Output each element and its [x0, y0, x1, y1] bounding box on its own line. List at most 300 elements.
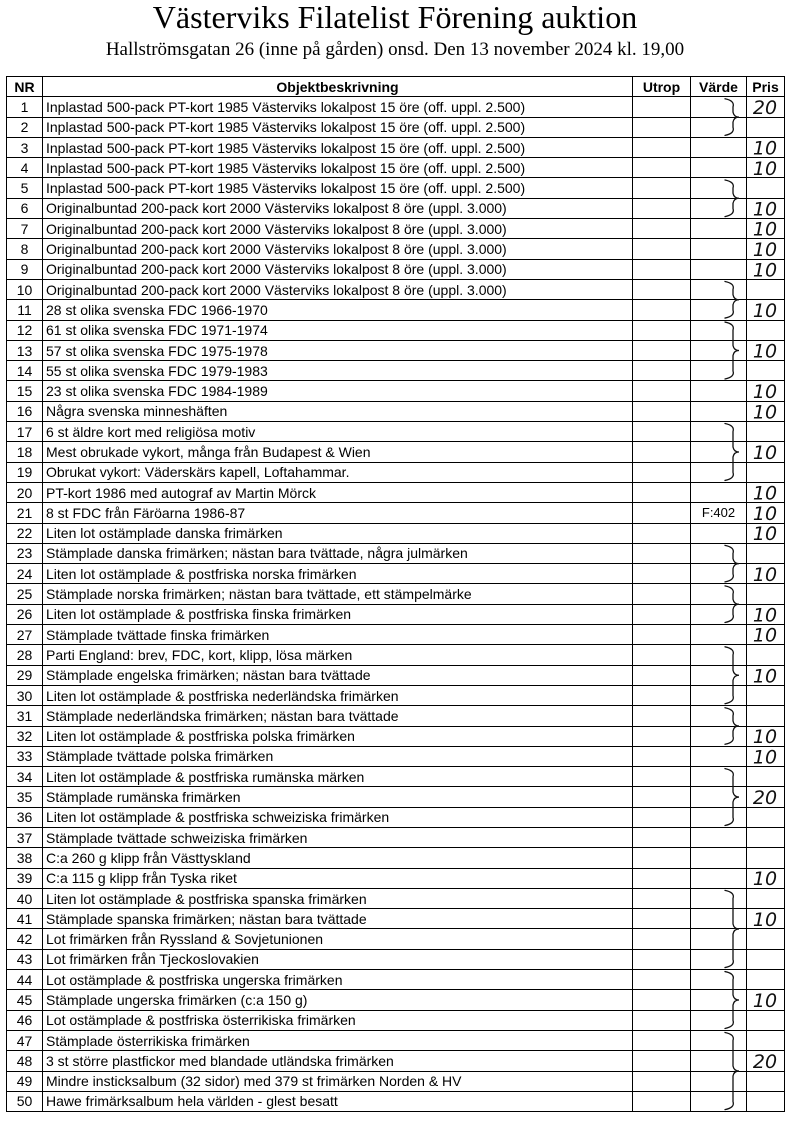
lot-utrop [633, 117, 691, 137]
lot-number: 16 [7, 401, 43, 421]
lot-number: 42 [7, 929, 43, 949]
lot-pris [747, 685, 785, 705]
lot-pris [747, 584, 785, 604]
lot-varde [691, 787, 747, 807]
lot-pris [747, 381, 785, 404]
lot-number: 8 [7, 239, 43, 259]
lot-number: 49 [7, 1071, 43, 1091]
table-row [7, 422, 785, 442]
lot-pris [747, 604, 785, 627]
lot-pris [747, 970, 785, 990]
lot-utrop [633, 279, 691, 299]
lot-table-body [7, 97, 785, 1112]
lot-description: PT-kort 1986 med autograf av Martin Mörck [43, 482, 633, 502]
lot-varde [691, 665, 747, 685]
lot-varde [691, 848, 747, 868]
lot-varde [691, 401, 747, 421]
lot-varde [691, 178, 747, 198]
lot-number: 47 [7, 1030, 43, 1050]
lot-number: 17 [7, 422, 43, 442]
lot-number: 36 [7, 807, 43, 827]
table-row [7, 827, 785, 847]
lot-pris [747, 1030, 785, 1050]
lot-description: Liten lot ostämplade & postfriska finska frimärken [43, 604, 633, 624]
handwritten-price: 10 [752, 624, 778, 647]
lot-number: 1 [7, 97, 43, 117]
lot-description: 57 st olika svenska FDC 1975-1978 [43, 340, 633, 360]
lot-number: 10 [7, 279, 43, 299]
lot-number: 3 [7, 137, 43, 157]
lot-pris [747, 767, 785, 787]
lot-utrop [633, 909, 691, 929]
table-row [7, 1051, 785, 1071]
auction-subtitle: Hallströmsgatan 26 (inne på gården) onsd. Den 13 november 2024 kl. 19,00 [105, 39, 685, 60]
table-row [7, 1030, 785, 1050]
lot-varde [691, 1091, 747, 1111]
handwritten-price: 10 [752, 665, 778, 688]
lot-number: 43 [7, 949, 43, 969]
lot-varde [691, 117, 747, 137]
lot-pris [747, 665, 785, 688]
lot-pris [747, 888, 785, 908]
handwritten-price: 10 [752, 868, 778, 891]
lot-utrop [633, 523, 691, 543]
lot-pris [747, 442, 785, 462]
lot-utrop [633, 807, 691, 827]
lot-utrop [633, 685, 691, 705]
lot-pris [747, 219, 785, 239]
table-row [7, 564, 785, 584]
lot-number: 30 [7, 685, 43, 705]
column-header-utrop: Utrop [633, 77, 691, 97]
lot-varde [691, 767, 747, 787]
lot-varde [691, 158, 747, 178]
lot-utrop [633, 970, 691, 990]
lot-varde [691, 239, 747, 259]
lot-description: Stämplade norska frimärken; nästan bara tvättade, ett stämpelmärke [43, 584, 633, 604]
handwritten-price: 10 [752, 523, 778, 546]
lot-description: Parti England: brev, FDC, kort, klipp, lösa märken [43, 645, 633, 665]
lot-varde [691, 584, 747, 604]
lot-utrop [633, 787, 691, 807]
lot-varde [691, 990, 747, 1010]
handwritten-price: 10 [752, 441, 778, 464]
table-row [7, 970, 785, 990]
table-row [7, 1091, 785, 1111]
lot-pris [747, 279, 785, 299]
lot-description: Stämplade tvättade finska frimärken [43, 625, 633, 645]
lot-number: 14 [7, 361, 43, 381]
table-row [7, 685, 785, 705]
lot-description: Liten lot ostämplade & postfriska polska frimärken [43, 726, 633, 746]
lot-description: 6 st äldre kort med religiösa motiv [43, 422, 633, 442]
lot-pris [747, 787, 785, 810]
lot-varde [691, 422, 747, 442]
lot-number: 50 [7, 1091, 43, 1111]
column-header-nr: NR [7, 77, 43, 97]
handwritten-price: 10 [752, 746, 778, 769]
lot-description: Lot frimärken från Ryssland & Sovjetunionen [43, 929, 633, 949]
handwritten-price: 10 [752, 381, 778, 404]
table-row [7, 320, 785, 340]
lot-pris [747, 1091, 785, 1111]
lot-varde [691, 340, 747, 360]
handwritten-price: 10 [752, 908, 778, 931]
table-row [7, 787, 785, 807]
lot-number: 11 [7, 300, 43, 320]
lot-description: Liten lot ostämplade & postfriska spanska frimärken [43, 888, 633, 908]
lot-description: Lot ostämplade & postfriska ungerska frimärken [43, 970, 633, 990]
lot-utrop [633, 584, 691, 604]
handwritten-price: 20 [752, 787, 778, 810]
lot-varde [691, 929, 747, 949]
lot-utrop [633, 746, 691, 766]
lot-utrop [633, 503, 691, 523]
handwritten-price: 10 [752, 137, 778, 160]
table-row [7, 523, 785, 543]
lot-number: 6 [7, 198, 43, 218]
lot-utrop [633, 219, 691, 239]
lot-pris [747, 848, 785, 868]
handwritten-price: 10 [752, 990, 778, 1013]
lot-number: 20 [7, 482, 43, 502]
lot-utrop [633, 949, 691, 969]
lot-utrop [633, 482, 691, 502]
table-row [7, 726, 785, 746]
lot-varde [691, 279, 747, 299]
table-row [7, 178, 785, 198]
lot-utrop [633, 158, 691, 178]
lot-number: 18 [7, 442, 43, 462]
lot-description: Stämplade tvättade polska frimärken [43, 746, 633, 766]
lot-description: Obrukat vykort: Väderskärs kapell, Loftahammar. [43, 462, 633, 482]
lot-description: Originalbuntad 200-pack kort 2000 Västerviks lokalpost 8 öre (uppl. 3.000) [43, 219, 633, 239]
lot-varde [691, 706, 747, 726]
table-row [7, 482, 785, 502]
table-header-row [7, 77, 785, 97]
lot-utrop [633, 462, 691, 482]
lot-table [6, 76, 785, 1112]
lot-utrop [633, 320, 691, 340]
handwritten-price: 10 [752, 340, 778, 363]
handwritten-price: 20 [752, 1050, 778, 1073]
lot-varde [691, 543, 747, 563]
lot-utrop [633, 543, 691, 563]
lot-description: Inplastad 500-pack PT-kort 1985 Västerviks lokalpost 15 öre (off. uppl. 2.500) [43, 97, 633, 117]
lot-pris [747, 523, 785, 546]
lot-utrop [633, 1030, 691, 1050]
lot-description: Stämplade rumänska frimärken [43, 787, 633, 807]
lot-description: 28 st olika svenska FDC 1966-1970 [43, 300, 633, 320]
lot-varde [691, 949, 747, 969]
lot-number: 33 [7, 746, 43, 766]
lot-description: Mest obrukade vykort, många från Budapest & Wien [43, 442, 633, 462]
lot-description: 55 st olika svenska FDC 1979-1983 [43, 361, 633, 381]
lot-pris [747, 929, 785, 949]
table-row [7, 645, 785, 665]
lot-varde [691, 219, 747, 239]
lot-pris [747, 462, 785, 482]
table-row [7, 97, 785, 117]
lot-utrop [633, 361, 691, 381]
lot-utrop [633, 726, 691, 746]
lot-varde [691, 137, 747, 157]
table-row [7, 949, 785, 969]
lot-pris [747, 909, 785, 929]
lot-utrop [633, 300, 691, 320]
lot-pris [747, 239, 785, 262]
lot-utrop [633, 868, 691, 888]
lot-number: 45 [7, 990, 43, 1010]
lot-pris [747, 117, 785, 137]
lot-varde [691, 1010, 747, 1030]
lot-pris [747, 625, 785, 645]
lot-utrop [633, 239, 691, 259]
lot-pris [747, 1051, 785, 1071]
table-row [7, 625, 785, 645]
lot-description: 61 st olika svenska FDC 1971-1974 [43, 320, 633, 340]
table-row [7, 604, 785, 624]
table-row [7, 117, 785, 137]
lot-utrop [633, 1010, 691, 1030]
table-row [7, 442, 785, 462]
lot-number: 48 [7, 1051, 43, 1071]
lot-varde [691, 868, 747, 888]
lot-utrop [633, 137, 691, 157]
table-row [7, 1071, 785, 1091]
lot-description: Liten lot ostämplade & postfriska norska frimärken [43, 564, 633, 584]
lot-number: 46 [7, 1010, 43, 1030]
table-row [7, 401, 785, 421]
lot-description: Liten lot ostämplade & postfriska rumänska märken [43, 767, 633, 787]
lot-description: Liten lot ostämplade & postfriska nederländska frimärken [43, 685, 633, 705]
table-row [7, 259, 785, 279]
lot-pris [747, 97, 785, 117]
lot-description: 3 st större plastfickor med blandade utländska frimärken [43, 1051, 633, 1071]
lot-pris [747, 300, 785, 320]
lot-varde [691, 726, 747, 746]
lot-description: Stämplade tvättade schweiziska frimärken [43, 827, 633, 847]
lot-description: Inplastad 500-pack PT-kort 1985 Västerviks lokalpost 15 öre (off. uppl. 2.500) [43, 178, 633, 198]
lot-varde [691, 807, 747, 827]
lot-varde [691, 462, 747, 482]
lot-number: 44 [7, 970, 43, 990]
lot-pris [747, 259, 785, 282]
lot-pris [747, 746, 785, 769]
lot-varde [691, 888, 747, 908]
lot-number: 22 [7, 523, 43, 543]
lot-description: Lot frimärken från Tjeckoslovakien [43, 949, 633, 969]
lot-utrop [633, 381, 691, 401]
lot-number: 4 [7, 158, 43, 178]
lot-number: 15 [7, 381, 43, 401]
lot-varde [691, 381, 747, 401]
lot-pris [747, 482, 785, 502]
lot-number: 37 [7, 827, 43, 847]
lot-pris [747, 543, 785, 563]
lot-number: 25 [7, 584, 43, 604]
column-header-varde: Värde [691, 77, 747, 97]
lot-description: Originalbuntad 200-pack kort 2000 Västerviks lokalpost 8 öre (uppl. 3.000) [43, 198, 633, 218]
table-row [7, 868, 785, 888]
lot-description: Stämplade ungerska frimärken (c:a 150 g) [43, 990, 633, 1010]
lot-description: 8 st FDC från Färöarna 1986-87 [43, 503, 633, 523]
table-row [7, 807, 785, 827]
lot-number: 34 [7, 767, 43, 787]
auction-title: Västerviks Filatelist Förening auktion [152, 0, 638, 35]
table-row [7, 361, 785, 381]
lot-pris [747, 198, 785, 221]
lot-number: 24 [7, 564, 43, 584]
lot-utrop [633, 401, 691, 421]
handwritten-price: 10 [752, 239, 778, 262]
lot-number: 31 [7, 706, 43, 726]
handwritten-price: 10 [752, 259, 778, 282]
lot-utrop [633, 198, 691, 218]
lot-varde [691, 604, 747, 624]
table-row [7, 706, 785, 726]
table-row [7, 665, 785, 685]
lot-number: 5 [7, 178, 43, 198]
lot-description: C:a 115 g klipp från Tyska riket [43, 868, 633, 888]
lot-number: 39 [7, 868, 43, 888]
lot-utrop [633, 564, 691, 584]
column-header-pris: Pris [747, 77, 785, 97]
table-row [7, 279, 785, 299]
lot-varde [691, 259, 747, 279]
lot-description: Stämplade spanska frimärken; nästan bara tvättade [43, 909, 633, 929]
lot-utrop [633, 848, 691, 868]
table-row [7, 990, 785, 1010]
table-row [7, 767, 785, 787]
lot-pris [747, 340, 785, 360]
lot-varde [691, 685, 747, 705]
handwritten-price: 10 [752, 563, 778, 586]
lot-varde [691, 1071, 747, 1091]
lot-description: Originalbuntad 200-pack kort 2000 Västerviks lokalpost 8 öre (uppl. 3.000) [43, 259, 633, 279]
lot-pris [747, 1071, 785, 1091]
lot-pris [747, 706, 785, 726]
lot-pris [747, 158, 785, 178]
lot-utrop [633, 1071, 691, 1091]
lot-description: Liten lot ostämplade & postfriska schweiziska frimärken [43, 807, 633, 827]
lot-description: Några svenska minneshäften [43, 401, 633, 421]
handwritten-price: 10 [752, 299, 778, 322]
lot-utrop [633, 706, 691, 726]
lot-description: Liten lot ostämplade danska frimärken [43, 523, 633, 543]
lot-pris [747, 645, 785, 665]
table-row [7, 929, 785, 949]
lot-description: Stämplade danska frimärken; nästan bara tvättade, några julmärken [43, 543, 633, 563]
lot-description: Inplastad 500-pack PT-kort 1985 Västerviks lokalpost 15 öre (off. uppl. 2.500) [43, 137, 633, 157]
lot-number: 35 [7, 787, 43, 807]
lot-number: 23 [7, 543, 43, 563]
lot-varde: F:402 [691, 503, 747, 523]
lot-pris [747, 949, 785, 969]
table-row [7, 137, 785, 157]
lot-number: 13 [7, 340, 43, 360]
lot-pris [747, 868, 785, 891]
lot-utrop [633, 888, 691, 908]
lot-number: 28 [7, 645, 43, 665]
lot-varde [691, 523, 747, 543]
lot-utrop [633, 625, 691, 645]
table-row [7, 381, 785, 401]
lot-number: 9 [7, 259, 43, 279]
lot-pris [747, 401, 785, 424]
lot-number: 19 [7, 462, 43, 482]
lot-number: 12 [7, 320, 43, 340]
lot-pris [747, 990, 785, 1013]
lot-utrop [633, 827, 691, 847]
table-row [7, 239, 785, 259]
table-row [7, 340, 785, 360]
lot-varde [691, 625, 747, 645]
lot-number: 2 [7, 117, 43, 137]
table-row [7, 909, 785, 929]
lot-description: Lot ostämplade & postfriska österrikiska frimärken [43, 1010, 633, 1030]
lot-utrop [633, 604, 691, 624]
lot-number: 41 [7, 909, 43, 929]
lot-utrop [633, 442, 691, 462]
table-row [7, 848, 785, 868]
lot-varde [691, 746, 747, 766]
handwritten-price: 10 [752, 401, 778, 424]
lot-pris [747, 503, 785, 523]
lot-varde [691, 645, 747, 665]
lot-varde [691, 564, 747, 584]
lot-pris [747, 361, 785, 381]
lot-utrop [633, 929, 691, 949]
lot-pris [747, 827, 785, 847]
handwritten-price: 20 [752, 96, 778, 119]
lot-number: 26 [7, 604, 43, 624]
table-row [7, 503, 785, 523]
handwritten-price: 10 [752, 604, 778, 627]
lot-number: 27 [7, 625, 43, 645]
column-header-description: Objektbeskrivning [43, 77, 633, 97]
lot-utrop [633, 340, 691, 360]
lot-description: Stämplade nederländska frimärken; nästan bara tvättade [43, 706, 633, 726]
lot-pris [747, 807, 785, 827]
handwritten-price: 10 [752, 482, 778, 505]
lot-utrop [633, 97, 691, 117]
lot-varde [691, 300, 747, 320]
lot-description: Inplastad 500-pack PT-kort 1985 Västerviks lokalpost 15 öre (off. uppl. 2.500) [43, 158, 633, 178]
lot-number: 38 [7, 848, 43, 868]
lot-description: Originalbuntad 200-pack kort 2000 Västerviks lokalpost 8 öre (uppl. 3.000) [43, 279, 633, 299]
lot-varde [691, 442, 747, 462]
lot-description: Inplastad 500-pack PT-kort 1985 Västerviks lokalpost 15 öre (off. uppl. 2.500) [43, 117, 633, 137]
lot-pris [747, 1010, 785, 1030]
lot-description: 23 st olika svenska FDC 1984-1989 [43, 381, 633, 401]
lot-utrop [633, 767, 691, 787]
table-row [7, 888, 785, 908]
lot-description: Originalbuntad 200-pack kort 2000 Västerviks lokalpost 8 öre (uppl. 3.000) [43, 239, 633, 259]
lot-varde [691, 909, 747, 929]
lot-utrop [633, 259, 691, 279]
handwritten-price: 10 [752, 502, 778, 525]
lot-utrop [633, 645, 691, 665]
lot-pris [747, 726, 785, 749]
lot-utrop [633, 178, 691, 198]
lot-utrop [633, 665, 691, 685]
lot-pris [747, 178, 785, 198]
lot-description: Stämplade österrikiska frimärken [43, 1030, 633, 1050]
lot-number: 40 [7, 888, 43, 908]
lot-description: Mindre insticksalbum (32 sidor) med 379 st frimärken Norden & HV [43, 1071, 633, 1091]
table-row [7, 462, 785, 482]
